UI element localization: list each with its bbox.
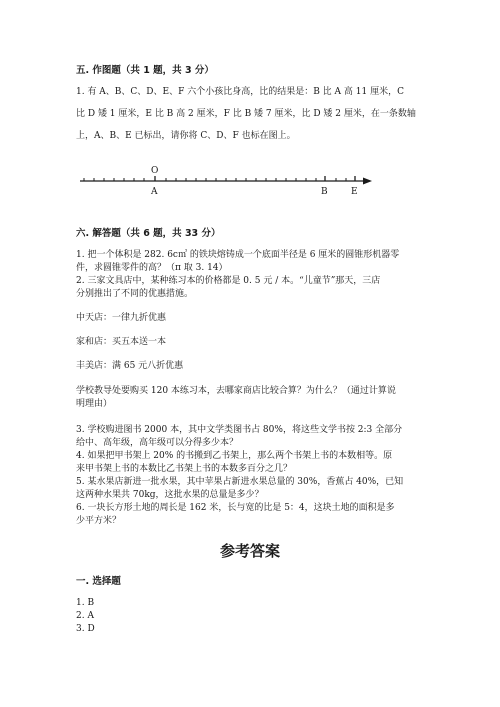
answer-3: 3. D xyxy=(76,624,95,634)
s6-q5-line2: 这两种水果共 70kg，这批水果的总量是多少？ xyxy=(76,490,264,500)
s6-q6-line1: 6. 一块长方形土地的周长是 162 米，长与宽的比是 5：4，这块土地的面积是多 xyxy=(76,503,395,513)
s6-q2-line4: 明理由） xyxy=(76,399,113,409)
s6-q1-line1: 1. 把一个体积是 282. 6c㎥ 的铁块熔铸成一个底面半径是 6 厘米的圆锥形机器零 xyxy=(76,250,400,260)
s6-q4-line1: 4. 如果把甲书架上 20% 的书搬到乙书架上，那么两个书架上书的本数相等。原 xyxy=(76,451,393,461)
s6-q1-line2: 件，求圆锥零件的高？（π 取 3. 14） xyxy=(76,263,228,273)
label-e: E xyxy=(351,187,358,197)
store-jiahe: 家和店：买五本送一本 xyxy=(76,337,167,347)
section5-heading: 五. 作图题（共 1 题，共 3 分） xyxy=(76,65,214,76)
s6-q2-line1: 2. 三家文具店中，某种练习本的价格都是 0. 5 元 / 本。“儿童节”那天，三店 xyxy=(76,276,381,286)
number-line-figure xyxy=(0,160,500,200)
section6-heading: 六. 解答题（共 6 题，共 33 分） xyxy=(76,228,221,239)
s6-q3-line2: 给中、高年级，高年级可以分得多少本？ xyxy=(76,438,239,448)
s6-q4-line2: 来甲书架上书的本数比乙书架上书的本数多百分之几？ xyxy=(76,464,293,474)
answers-subheading: 一. 选择题 xyxy=(76,576,121,587)
s6-q5-line1: 5. 某水果店新进一批水果，其中苹果占新进水果总量的 30%，香蕉占 40%，已知 xyxy=(76,477,404,487)
s6-q2-line3: 学校教导处要购买 120 本练习本，去哪家商店比较合算？为什么？（通过计算说 xyxy=(76,386,396,396)
s6-q3-line1: 3. 学校购进图书 2000 本，其中文学类图书占 80%，将这些文学书按 2:3 全部分 xyxy=(76,425,403,435)
s6-q2-line2: 分别推出了不同的优惠措施。 xyxy=(76,289,194,299)
arrow-right-icon xyxy=(363,178,372,185)
answer-1: 1. B xyxy=(76,598,95,608)
answer-2: 2. A xyxy=(76,611,94,621)
s6-q6-line2: 少平方米？ xyxy=(76,516,122,526)
label-b: B xyxy=(321,187,328,197)
store-zhongtian: 中天店：一律九折优惠 xyxy=(76,313,167,323)
store-fengmei: 丰美店：满 65 元八折优惠 xyxy=(76,361,184,371)
s5-q1-line2: 比 D 矮 1 厘米，E 比 B 高 2 厘米，F 比 B 矮 7 厘米，比 D 矮 2 厘米，在一条数轴 xyxy=(76,109,416,119)
s5-q1-line1: 1. 有 A、B、C、D、E、F 六个小孩比身高，比的结果是：B 比 A 高 11 厘米，C xyxy=(76,87,404,97)
label-o: O xyxy=(151,166,159,176)
answers-title: 参考答案 xyxy=(219,542,280,560)
label-a: A xyxy=(151,187,158,197)
s5-q1-line3: 上，A、B、E 已标出，请你将 C、D、F 也标在图上。 xyxy=(76,131,296,141)
